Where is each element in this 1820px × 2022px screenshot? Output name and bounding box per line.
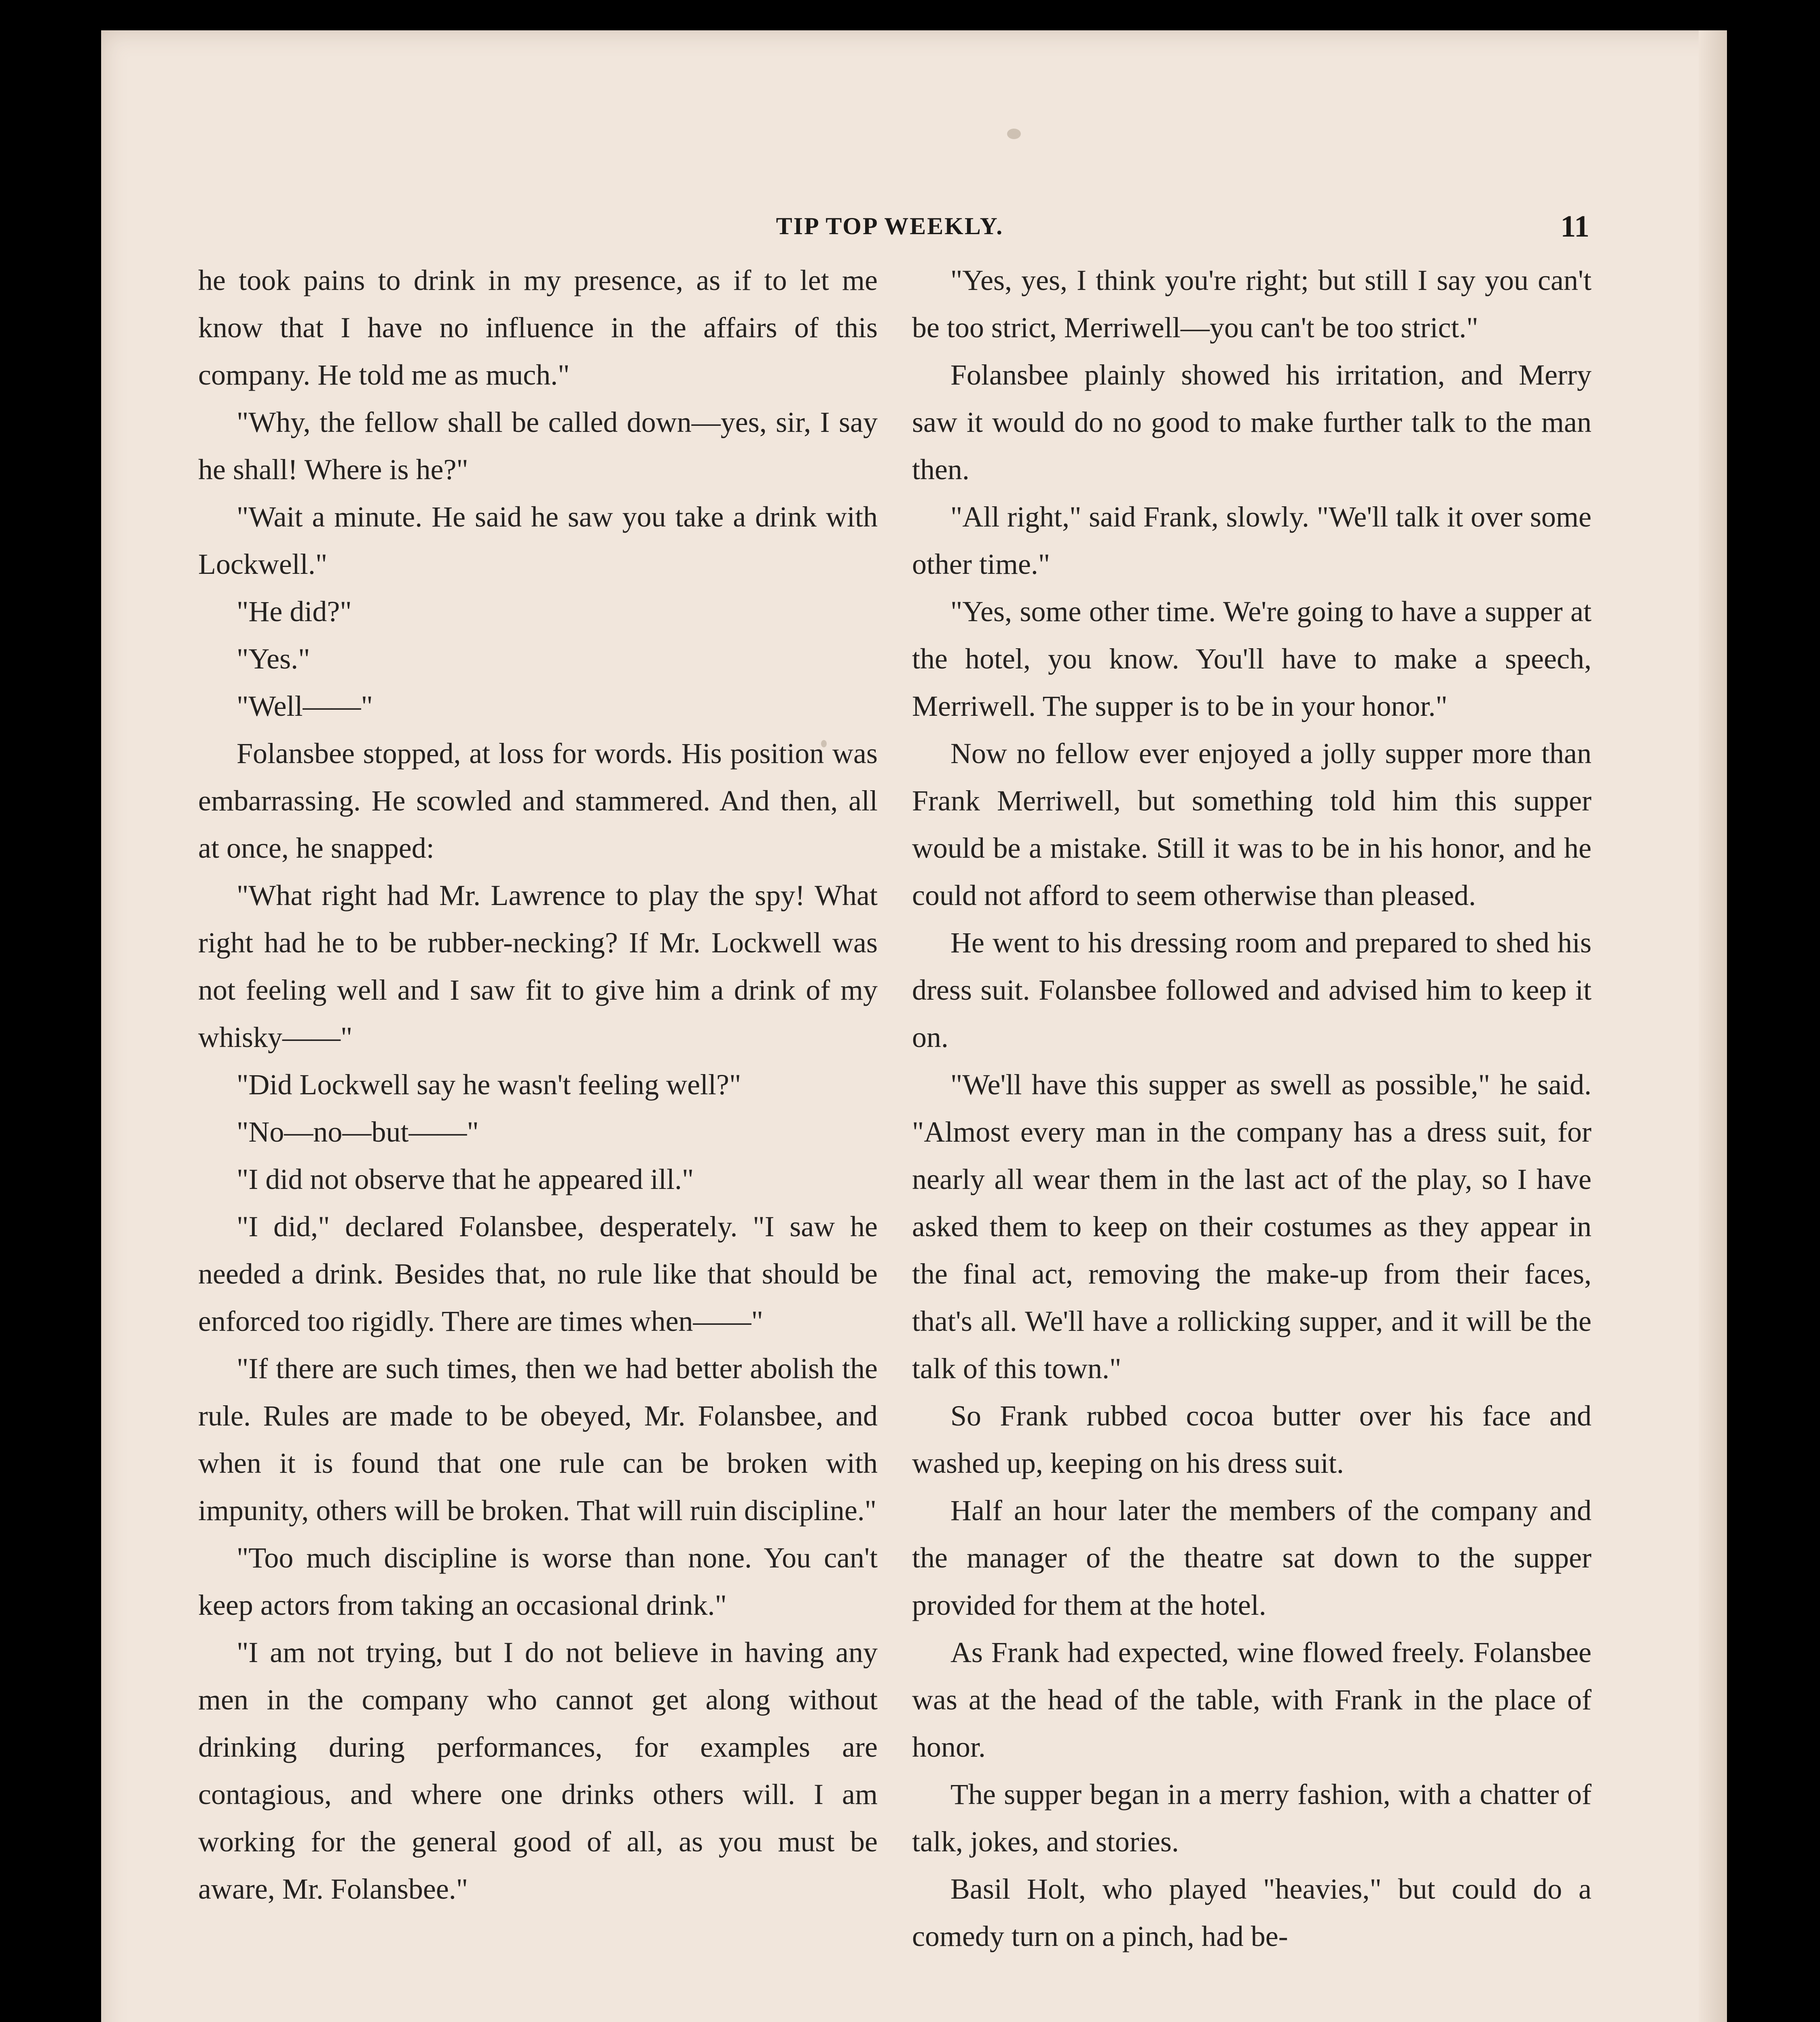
paragraph: "No—no—but——" xyxy=(237,1116,479,1148)
paragraph: Folansbee plainly showed his irritation, and Merry saw it would do no good to make further talk to the man then. xyxy=(912,359,1591,486)
paragraph: He went to his dressing room and prepared to shed his dress suit. Folansbee followed and advised him to keep it on. xyxy=(912,926,1591,1053)
paper-speck xyxy=(1007,129,1021,139)
paragraph: Folansbee stopped, at loss for words. His position was embarrassing. He scowled and stammered. And then, all at once, he snapped: xyxy=(198,737,878,864)
paragraph: "If there are such times, then we had better abolish the rule. Rules are made to be obeyed, Mr. Folansbee, and when it is found that one rule can be broken with impunity, others will be broken. That will ruin discipline." xyxy=(198,1352,878,1527)
paragraph: "I am not trying, but I do not believe in having any men in the company who cannot get along without drinking during performances, for examples are contagious, and where one drinks others will. I am working for the general good of all, as you must be aware, Mr. Folansbee." xyxy=(198,1636,878,1905)
paragraph: Half an hour later the members of the company and the manager of the theatre sat down to the supper provided for them at the hotel. xyxy=(912,1494,1591,1621)
paragraph: "All right," said Frank, slowly. "We'll talk it over some other time." xyxy=(912,501,1591,580)
paragraph: "I did not observe that he appeared ill." xyxy=(237,1163,694,1195)
magazine-title: TIP TOP WEEKLY. xyxy=(776,213,1004,239)
paragraph: he took pains to drink in my presence, as if to let me know that I have no influence in the affairs of this company. He told me as much." xyxy=(198,264,878,391)
paragraph: "Yes, yes, I think you're right; but still I say you can't be too strict, Merriwell—you can't be too strict." xyxy=(912,264,1591,344)
paragraph: "He did?" xyxy=(237,595,352,628)
page-edge xyxy=(1699,30,1727,2022)
paragraph: "Why, the fellow shall be called down—yes, sir, I say he shall! Where is he?" xyxy=(198,406,878,486)
paragraph: Basil Holt, who played "heavies," but could do a comedy turn on a pinch, had be- xyxy=(912,1873,1591,1952)
right-text-column xyxy=(912,257,1591,2022)
paragraph: "Too much discipline is worse than none. You can't keep actors from taking an occasional drink." xyxy=(198,1542,878,1621)
left-text-column xyxy=(198,257,878,2022)
paragraph: "We'll have this supper as swell as possible," he said. "Almost every man in the company has a dress suit, for nearly all wear them in the last act of the play, so I have asked them to keep on their costumes as they appear in the final act, removing the make-up from their faces, that's all. We'll have a rollicking supper, and it will be the talk of this town." xyxy=(912,1068,1591,1385)
paragraph: "Did Lockwell say he wasn't feeling well?" xyxy=(237,1068,741,1101)
paragraph: "I did," declared Folansbee, desperately. "I saw he needed a drink. Besides that, no rule like that should be enforced too rigidly. There are times when——" xyxy=(198,1210,878,1337)
paragraph: "What right had Mr. Lawrence to play the spy! What right had he to be rubber-necking? If Mr. Lockwell was not feeling well and I saw fit to give him a drink of my whisky——" xyxy=(198,879,878,1053)
paragraph: Now no fellow ever enjoyed a jolly supper more than Frank Merriwell, but something told him this supper would be a mistake. Still it was to be in his honor, and he could not afford to seem otherwise than pleased. xyxy=(912,737,1591,912)
paragraph: "Wait a minute. He said he saw you take a drink with Lockwell." xyxy=(198,501,878,580)
paragraph: So Frank rubbed cocoa butter over his face and washed up, keeping on his dress suit. xyxy=(912,1400,1591,1479)
paragraph: "Well——" xyxy=(237,690,373,722)
page-number: 11 xyxy=(1560,209,1589,243)
paragraph: The supper began in a merry fashion, with a chatter of talk, jokes, and stories. xyxy=(912,1778,1591,1858)
paragraph: As Frank had expected, wine flowed freely. Folansbee was at the head of the table, with Frank in the place of honor. xyxy=(912,1636,1591,1763)
paragraph: "Yes." xyxy=(237,643,310,675)
paragraph: "Yes, some other time. We're going to have a supper at the hotel, you know. You'll have to make a speech, Merriwell. The supper is to be in your honor." xyxy=(912,595,1591,722)
page-header xyxy=(190,204,1589,249)
